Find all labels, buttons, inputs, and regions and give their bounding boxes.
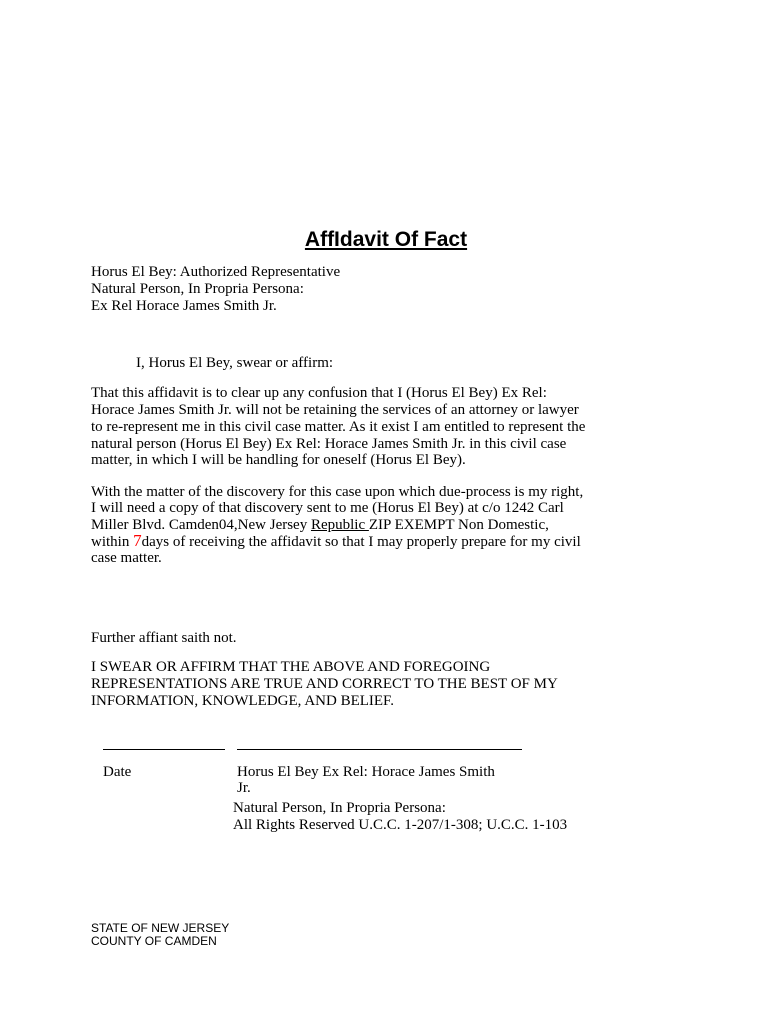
signer-name-line-1: Horus El Bey Ex Rel: Horace James Smith <box>237 764 495 780</box>
para2-line-3 <box>91 517 549 533</box>
para2-line-2: I will need a copy of that discovery sent to me (Horus El Bey) at c/o 1242 Carl <box>91 500 564 516</box>
republic-underlined: Republic <box>310 517 369 533</box>
para2-line-4 <box>91 533 581 550</box>
swear-line-2: REPRESENTATIONS ARE TRUE AND CORRECT TO THE BEST OF MY <box>91 676 558 692</box>
para1-line-1: That this affidavit is to clear up any confusion that I (Horus El Bey) Ex Rel: <box>91 385 547 401</box>
header-line-2: Natural Person, In Propria Persona: <box>91 281 304 297</box>
para2-line-3-rest: ZIP EXEMPT Non Domestic, <box>368 517 549 533</box>
further-affiant: Further affiant saith not. <box>91 630 237 646</box>
para2-line-3-text: Miller Blvd. Camden04,New Jersey <box>91 517 311 533</box>
header-line-1: Horus El Bey: Authorized Representative <box>91 264 341 280</box>
signer-capacity-line-2: All Rights Reserved U.C.C. 1-207/1-308; U.C.C. 1-103 <box>233 817 568 833</box>
header-line-3: Ex Rel Horace James Smith Jr. <box>91 298 277 314</box>
para2-line-4-text: within <box>91 534 134 550</box>
para2-line-4-rest: days of receiving the affidavit so that I may properly prepare for my civil <box>141 534 581 550</box>
signer-capacity-line-1: Natural Person, In Propria Persona: <box>233 800 446 816</box>
document-title: AffIdavit Of Fact <box>304 228 468 251</box>
para1-line-2: Horace James Smith Jr. will not be retaining the services of an attorney or lawyer <box>91 402 579 418</box>
oath-line: I, Horus El Bey, swear or affirm: <box>136 355 334 371</box>
swear-line-1: I SWEAR OR AFFIRM THAT THE ABOVE AND FOREGOING <box>91 659 491 675</box>
date-label: Date <box>103 764 132 780</box>
venue-county: COUNTY OF CAMDEN <box>91 934 217 948</box>
date-signature-line <box>103 749 225 750</box>
para2-line-1: With the matter of the discovery for this case upon which due-process is my right, <box>91 484 584 500</box>
para2-line-5: case matter. <box>91 550 162 566</box>
para1-line-5: matter, in which I will be handling for oneself (Horus El Bey). <box>91 452 466 468</box>
days-number: 7 <box>133 531 142 550</box>
name-signature-line <box>237 749 522 750</box>
para1-line-4: natural person (Horus El Bey) Ex Rel: Horace James Smith Jr. in this civil case <box>91 436 567 452</box>
signer-name-line-2: Jr. <box>237 780 251 796</box>
para1-line-3: to re-represent me in this civil case matter. As it exist I am entitled to represent the <box>91 419 586 435</box>
swear-line-3: INFORMATION, KNOWLEDGE, AND BELIEF. <box>91 693 394 709</box>
venue-state: STATE OF NEW JERSEY <box>91 921 230 935</box>
